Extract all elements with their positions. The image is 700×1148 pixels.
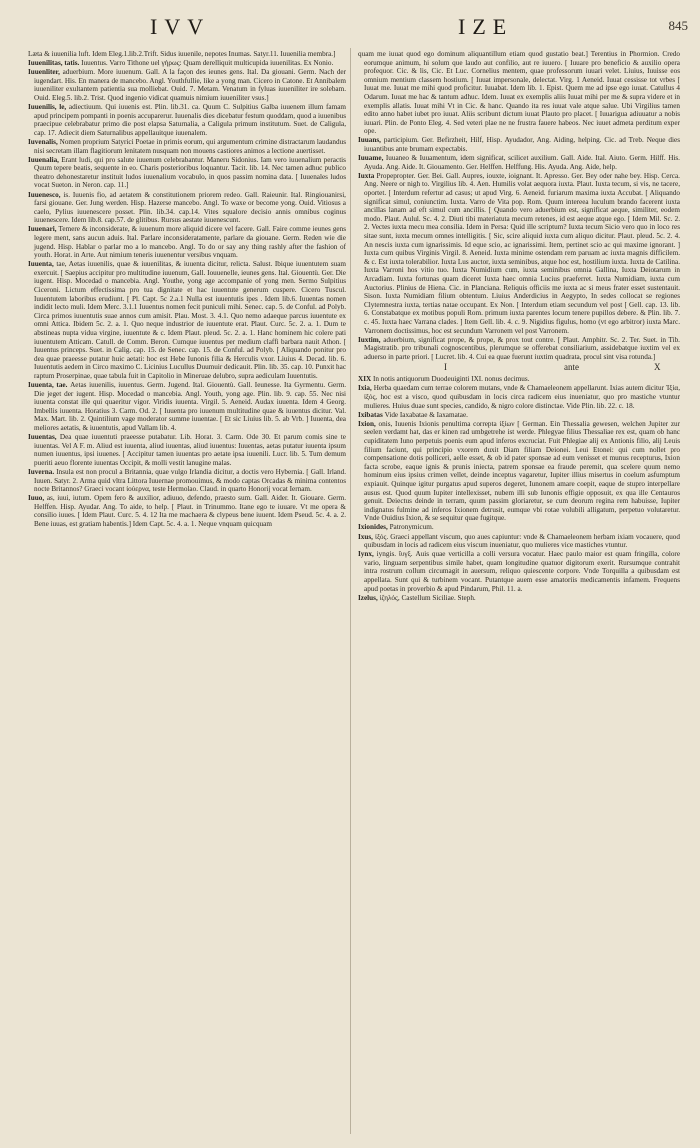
entry-text: Herba quaedam cum terrae colorem mutans, vnde & Chamaeleonem appellarunt. Ixias autem dicitur Ἰξία, ἰξός, hoc est a visco, quod quibusdam in locis circa radicem eius inueniatur, quo pro mastiche vtuntur mulieres. Huius duae sunt species, candido, & nigro colore distinctae. Vide Plin. lib. 22. c. 18.: [364, 384, 680, 410]
entry-headword: Iuuans,: [358, 136, 384, 145]
entry-headword: Ixibatas: [358, 410, 385, 419]
dictionary-entry: [28, 433, 346, 467]
entry-text: adiectiuum. Qui iuuenis est. Plin. lib.31. ca. Quum C. Sulpitius Galba iuuenem illum famam apud principem pompanti in poenis accuparerur. Iuuenalis dies dicebatur festum quoddam, quod a iuuenibus praecipue celebrabatur primo die post elapsa Saturnalia, a Caligula primum institutum. Suet. de Caligula, cap. 17. Adiecit diem Saturnalibus appellauitque iuuenalem.: [34, 103, 346, 137]
column-divider: [350, 48, 351, 1134]
entry-text: Propepropter. Ger. Bei. Gall. Aupres, iouxte, ioignant. It. Apresso. Ger. Bey oder nahe bey. Hisp. Cerca. Ang. Neere or nigh to. Virgilius lib. 4. Aen. Humilis volat aequora iuxta. Plaut. Iuxta tecum, si vis, ne tacere, oportet. [ Interdum refertur ad casus; ut apud Virg. 6. Aeneid. furiarum maxima iuxta Accubat. [ Aliquando significat simul, coniunctim. Iuxta. Varro de Vita pop. Rom. Quum intereea luculum brando facerent iuxta ancillas lanam ad eft simul cum ancillis. [ Quando vero aduerbium est, significat aeque, similiter, eodem modo. Plaut. Aulul. Sc. 4. 2. Diuti tibi materiatuta mecum retenes, id est aeque atque ego. [ Idem Mil. Sc. 2. 2. Vectes iuxta mecu mea consilia. Idem in Persa: Quid ille scriptum? Iuxta tecum Sicio vero quo in loco res sitae sunt, iuxta mecum omnes intelligitis. [ Sic, scire aliquid iuxta cum aliquo dicitur. Plaut. pleud. 5c. 2. 4. An nescis iuxta cum ignarissimis. Id eque scio, ac ignarissimi. Item, pertinet scio ac qui maxime ignorant. ] Iuxta cum quibus Virginis Virgil. 8. Aeneid. Iuxta minime ostendam rem paruam ac iuxta magnis difficilem. & c. Est iuxta tolerabilior. Iuxta Lus auctor, iuxta seminibus, atque hoc est, hostilium iuxta. Iuxta de Catilina. Iuxta Varroni hos vitio tuo. Iuxta Numidium cum, iuxta seminibus omnia Gallina, Iuxta Deiotarum in Arcadiam. Iuxta fortunas quam diceret Iuxta haec omnia Lucius praeferret. Iuxta Numidiam, iuxta cum Auctorius. Plinius de Hiena. Cic. in Planciana. Reliquis officiis me iuxta ac si meus frater esset sustentauit. Sison. Iuxta Numidiam filium obtentum. Liuius Anderdicius in Aegypto, In sedes collocat se regiones Clytemnestra iuxta, tertias natae occupant. Ex Non. [ Interdum etiam secundum vel post [ Gell. cap. 13. lib. 6. Constabatque ex motibus populi Rom. primum iuxta parentes locum tenere pupillos debere. & Plin. lib. 7. c. 45. Iuxta haec Varrana clades. ] Item Gell. lib. 4. c. 9. Nigidius figulus, homo (vt ego arbitror) iuxta Marc. Varronem doctissimus, hoc est secundum Varronem vel post Varronem.: [364, 171, 680, 335]
dictionary-entry: [28, 103, 346, 137]
entry-text: Iuuaneo & Iuuamentum, idem significat, scilicet auxilium. Gall. Aide. Ital. Aiuto. Germ. Hilff. His. Ayuda. Ang. Aide. It. Giouamento. Ger. Helffen. Helffung. His. Ayuda. Ang. Aide, help.: [364, 154, 680, 171]
entry-text: aduerbium, significat prope, & prope, & prox tout contre. [ Plaut. Amphitr. Sc. 2. Ter. Suet. in Tib. Magistratib. pro tribunali cognoscentibus, plerumque se offerebat consiliarium, assidebatque iuxtim vel ex aduerso in parte priori. [ Lucret. lib. 4. Cui ea quae fuerunt iuxtim quadrata, procul sint visa rotunda.]: [364, 335, 680, 361]
dictionary-entry: [358, 375, 680, 384]
section-divider-row: [358, 362, 680, 373]
dictionary-entry: [358, 550, 680, 593]
left-column: [28, 50, 346, 1132]
entry-text: onis, Iuuenis Ixionis penultima correpta ἰξίων [ German. Ein Thessalia gewesen, welchen Jupiter zur seelen verdamt hat, das er kinen rad umbgetrehe ist werde. Phlegyae filius Thessaliae rex est, quam ob hanc cupiditatem Iuno perpetuis poenis eum apud inferos excruciat. Fuit Phlegiae alij ex Antionis filio, alij Leuis filium faciunt, qui principio vxorem duxit Diam filiam Deionei. Leui Etonei: qui cum nollet pro compensatione dotis polliceri, aelle esset, & ob id pater sponsae ad eum venisset et munus recepturus, Ixion facta scrobe, eaque ignis & prunis iniecta, patrem sponsae ea fraude peremit, qua scelere quum nemo hominum eius ipsius crimen vellet, deinde inceptus vagaretur, Iupiter illius misertus in coelum asfumptum expiauit. Quinque igitur purgatus apud superos degeret, Iunonem amare coepit, eaque de stupro interpellare ausus est. Quod quum Iupiter intellexisset, nubem illi sub Iunonis effigie opposuit, ex qua ille Centauros genuit. Deiectus deinde in terram, quum passim gloriaretur, se cum deorum regina rem habuisse, Iupiter indignatus fulmine ad inferos Ixionem detrusit, eumque vbi rotae volubili alligatum, perpetuo volutaretur. Vnde Ouidius Ixion, & se sequitur quae fugitque.: [364, 419, 680, 523]
dictionary-entry: [28, 494, 346, 528]
entry-text: ἰξός. Graeci appellant viscum, quo aues capiuntur: vnde & Chamaeleonem herbam ixiam vocauere, quod quibusdam in locis ad radicem eius viscum inueniatur, quo mulieres vice mastiches vtuntur.: [364, 532, 680, 550]
entry-headword: Iuuenta, tae.: [28, 381, 71, 390]
entry-text: aduerbium. More iuuenum. Gall. A la façon des ieunes gens. Ital. Da giouani. Germ. Nach der iugendart. His. En manera de mancebo. Angl. Youthfullie, like a yong man. Cicero in Catone. Et Annibalem iuueniliter exultantem patientia sua molliebat. Ouid. 7. Metam. Venatum in fyluas iuueniliter ire solebam. Ouid. Eleg.5. lib.2. Trist. Quod ingenio vidicat quamuis nimium iuueniliter vsus.]: [34, 68, 346, 102]
dictionary-entry: [28, 59, 346, 68]
entry-text: quam me iuuat quod ego dominum aliquantillum etiam quod gustatio beat.] Terentius in Phormion. Credo eorumque animum, hi solum que laudo aut confilio, aut re iuuero. [ Iuuare pro beneficio & auxilio opera profequor. Cic. & lis, Cic. Et Luc. Cornelius mentem, quae professorum iuuari velet. Liuius, Iuuisse eos omnium mentium classem hostium. [ Iuuat impersonale, delectat. Virg. 1 Aeneid. Iuuat cessisse tot vrbes [ Iuuat me. Iuuat me mihi quod proficitur. Iuuabat. Idem lib. 1. Epist. Quem me ad ipse ego iuuat. Catullus 4 Odarum. Iuuat me hac & tantum adhuc. Idem. Iuuat ex exemplis aliis Iuuat mihi per me & supra videre et in exemplis allatis. Iuuat mihi Vt in Cic. & hanc. Quando ita res iuuat vale atque salue. Ubi Virgilius tamen edito anno habet iubet pro iuuat. Aliis scribunt dictum iuuat Plauto pro placet. [ Iuuarigua adiuuatur a nobis iuuari. Plin. de Ponto Eleg. 4. Sed veteri plae ne ne frustra fauere habeos. Nec iuuet admeta perditum exper ope.: [358, 50, 680, 136]
entry-text: Patronymicum.: [389, 523, 434, 532]
section-letter: ante: [564, 362, 579, 373]
entry-text: Aetas iuuenilis, iuuentus. Germ. Jugend. Ital. Giouentù. Gall. Ieunesse. Ita Gyrmentu. Germ. Die jeget der iugent. Hisp. Mocedad o mancebia. Angl. Youth, yong age. Plin. lib. 9. cap. 55. Nec nisi iuuenta constat ille qui quaeritur vigor. Viridis iuuenta. Virgil. 5. Aeneid. Audax iuuenta. Idem 4 Georg. Imbellis iuuenta. Horatius 3. Carm. Od. 2. [ Iuuenta pro iuuenum multitudine quae & iuuentus dicitur. Val. Max. Mart. lib. 2. Quintilium vage moderator summe iuuentae. [ Et sic Liuius lib. 5. ab Vrb. ] Iuuenta, dea meliores aetatis, & iuuentutis, apud Vallam lib. 4.: [34, 381, 346, 433]
page-number: 845: [668, 18, 688, 33]
dictionary-entry: [358, 411, 680, 420]
entry-headword: Izelus,: [358, 593, 380, 602]
entry-headword: Iuuenliter,: [28, 68, 63, 77]
dictionary-entry: [28, 468, 346, 494]
entry-text: ἰζηλός, Castellum Siciliae. Steph.: [379, 593, 476, 602]
entry-text: Erant ludi, qui pro salute iuuenum celebrabantur. Maneru Sidonius. Iam vero iuuenalium peractis Quum tepere beatis, sequente in eo. Charis posterioribus loquantur. Tacit. lib. 14. Nec tamen adhuc publico theatro dehonestaretur instituit ludos iuuenalium vocabulo, in quos passim nomina data. [ Iuuenales ludos vocat Sueton. in Neron. cap. 11.]: [34, 155, 346, 190]
entry-headword: Ixus,: [358, 532, 376, 541]
dictionary-entry: [28, 260, 346, 380]
dictionary-entry: [358, 136, 680, 153]
dictionary-entry: [358, 336, 680, 362]
dictionary-entry: [358, 533, 680, 550]
dictionary-entry: [358, 420, 680, 523]
dictionary-entry: [358, 384, 680, 410]
entry-text: participium. Ger. Befirzheit, Hilf, Hisp. Ayudador, Ang. Aiding, helping. Cic. ad Treb. Neque dies iuuantibus ante brumam expectabis.: [364, 136, 680, 154]
entry-headword: Iuuentas,: [28, 433, 60, 442]
entry-text: Nomen proprium Satyrici Poetae in primis eorum, qui argumentum crimine distractarum laudandus nisi secretam illam flagitiorum lenitatem nusquam non mouens castiores animos a lectione auertisset.: [34, 137, 346, 155]
section-letter: I: [444, 362, 447, 373]
dictionary-entry: [28, 156, 346, 190]
entry-text: Insula est non procul a Britannia, quae vulgo Irlandia dicitur, a doctis vero Hybernia. [ Gall. Irland. Iuuen. Satyr. 2. Arma quid vltra Littora Iuuernae promouimus, & modo captas Orcadas & minima contentos nocte Britannos? Graeci vocant ἰούερνα, teste Hermolao. Claud. in quarto Honorij vocat Iernam.: [34, 468, 346, 494]
dictionary-entry: [28, 138, 346, 155]
section-letter: X: [654, 362, 661, 373]
entry-text: iyngis. ἴυγξ. Auis quae verticilla a colli versura vocatur. Haec paulo maior est quam fringilla, colore vario, linguam serpentibus simile habet, quam longitudine quatuor digitorum exerit. Rursumque contrahit intra rostrum collum circumagit in auersum, reliquo quiescente corpore. Vnde Torquilla a quibusdam est appellata. Sunt qui & turbinem vocant. Putantque auem esse amatoriis medicamentis infamem. Frequens apud poetas in proverbio & apud Pindarum, Phil. 11. a.: [364, 550, 680, 593]
running-head-left: IVV: [150, 14, 211, 39]
dictionary-entry: [358, 154, 680, 171]
dictionary-entry: [28, 191, 346, 225]
entry-headword: Ixion,: [358, 419, 379, 428]
entry-headword: Iuuame,: [358, 154, 386, 163]
dictionary-entry: [358, 172, 680, 335]
entry-headword: Iuxta: [358, 171, 377, 180]
entry-headword: Iuuo,: [28, 494, 47, 503]
entry-text: Læta & iuuenilia luft. Idem Eleg.1.lib.2.Trift. Sidus iuuenile, nepotes Inumas. Satyr.11. Iuuenilia membra.]: [28, 50, 336, 58]
entry-headword: Iuuenta,: [28, 260, 57, 269]
dictionary-entry: [28, 68, 346, 102]
entry-text: Iuuentus. Varro Tithone uel γήρως: Quam derelliquit multicupida iuuenilitas. Ex Nonio.: [81, 59, 334, 68]
running-head-right: IZE: [458, 14, 514, 39]
entry-headword: XIX: [358, 375, 373, 384]
entry-headword: Iynx,: [358, 550, 377, 559]
entry-headword: Iuuenalia,: [28, 155, 62, 164]
right-column: [358, 50, 680, 1132]
entry-headword: Ixionides,: [358, 523, 390, 532]
dictionary-entry: [358, 523, 680, 532]
entry-headword: Iuvenalis,: [28, 137, 60, 146]
dictionary-entry: [28, 50, 346, 59]
dictionary-entry: [358, 50, 680, 136]
entry-headword: Iuverna.: [28, 468, 57, 476]
entry-text: Temere & inconsiderate, & iuuenum more aliquid dicere vel facere. Gall. Faire comme ieunes gens legere ment, sans aucun aduis. Ital. Parlare inconsideratamente, parlare da giouane. Germ. Reden wie die jugend. Hisp. Hablar o parlar mo a lo mancebo. Angl. To do or say any thing rashly after the fashion of youth. Horat. in Arte. Aut nimium teneris iuuenentur versibus vnquam.: [34, 225, 346, 260]
dictionary-entry: [28, 381, 346, 433]
entry-text: as, iuui, iutum. Opem fero & auxilior, adiuuo, defendo, praesto sum. Gall. Aider. It. Giouare. Germ. Helffen. Hisp. Ayudar. Ang. To aide, to help. [ Plaut. in Trinummo. Itane ego te iuuare. Vt me opera & consilio iuues. [ Idem Plaut. Curc. 5. 4. 12 Ita me machaera & clypeus bene iuuent. Idem Pseud. 5c. 4. a. 2. Bene iuuas, est gratiam habentis.] Idem Capt. 5c. 4. a. 1. Neque vnquam quicquam: [34, 494, 346, 529]
entry-text: Dea quae iuuentuti praeesse putabatur. Lib. Horat. 3. Carm. Ode 30. Et parum comis sine te iuuentas. Vel A F. m. Aliud est iuuenta, aliud iuuentas, aliud iuuentus: Iuuentas, aetas putatur iuuenta ipsum numen iuuentus, ipsi iuuenes. [ Accipitur tamen iuuentas pro aetate ipsa iuuenili. Lucr. lib. 5. Tum demum pueriti aeuo florente iuuentas Occipit, & molli vestit lanugine malas.: [34, 433, 346, 467]
entry-headword: Iuuenari,: [28, 225, 59, 234]
entry-headword: Iuxtim,: [358, 335, 384, 344]
dictionary-entry: [358, 594, 680, 603]
entry-headword: Iuuenesco,: [28, 190, 64, 199]
entry-text: In notis antiquorum Duodeuiginti IXI. nonus decimus.: [372, 375, 530, 384]
page-header: [0, 14, 700, 44]
entry-text: tae, Aetas iuuenilis, quae & iuuenilitas, & iuuenta dicitur, relicta. Salust. Ibique iuuentutem suam exercuit. [ Saepius accipitur pro multitudine iuuenum, Gall. Iouuenelle, ieunes gens. Ital. Giouentù. Ger. Die iugent. Hisp. Mocedad o mancebia. Angl. Youthe, yong age accompanie of yong men. Sermo Sulpitius Ciceroni. Lictum effectissima pro tua dignitate et hac iuuentute generum cuspere. Cicero Tuscul. Iuuentutem laboribus erudiunt. [ Pl. Capt. 5c 2.a.1 Nulla est iuuentutis ipes . Idem lib.6. Iuuentas nomen indidit lecto muli. Idem Merc. 3.1.1 Iuuentus nomen fecit puniculi mihi. Senec. cap. 5. de Conful. ad Polyb. Circa primos iuuentutis suae annos cum amisit. Plau. Most. 3. 4.1. Quo nemo adaeque parcus iuuentute ex omni Attica. Ibidem 5c. 2. a. 1. Quo neque industrior de iuuentute erat. Plaut. Curc. 5c. 2. a. 1. Dum te abstineas nupta vidua virgine, iuuentute & c. Idem Plaut. pleud. 5c. 2. a. 1. Hanc hominem hic colere pati iuuentutem Atticam. Catull. de Comm. Beron. Cumque iuuentus per medium claffi barbara nauit Athon. [ Iuuentus princeps. Suet. in Calig. cap. 15. de Senec. cap. 15. de Conful. ad Polyb. [ Aliquando ponitur pro dea quae praeesse putatur huic aetati: hoc est Hebe Iunonis filia & Herculis vxor. Liuius 4. Decad. lib. 6. Iuuentutis aedem in Circo maximo C. Licinius Lucullus Duumuir dedicauit. Plin. lib. 35. cap. 10. Punxit hac raptum Proserpinae, quae tabula fuit in Capitolio in Mineruae delubro, supra aediculam Iuuentutis.: [34, 260, 346, 380]
entry-headword: Ixia,: [358, 384, 374, 393]
entry-headword: Iuuenilitas, tatis.: [28, 59, 82, 68]
dictionary-entry: [28, 225, 346, 259]
entry-headword: Iuuenilis, le,: [28, 103, 69, 112]
entry-text: Vide Iaxabatae & Iaxamatae.: [384, 410, 468, 419]
entry-text: is. Iuuenis fio, ad aetatem & constitutionem priorem redeo. Gall. Raieunir. Ital. Ringiouanirsi, farsi giouane. Ger. Jung werden. Hisp. Hazerse mancebo. Angl. To waxe or become yong. Ouid. Vitiosus a caelo, Pylius iuuenescere posset. Plin. lib.34. cap.14. Vites squalore decisio annis omnibus coginus iuuenescere. Idem lib.8. cap.57. de glitibus. Rursus aestate iuuenescunt.: [34, 190, 346, 225]
